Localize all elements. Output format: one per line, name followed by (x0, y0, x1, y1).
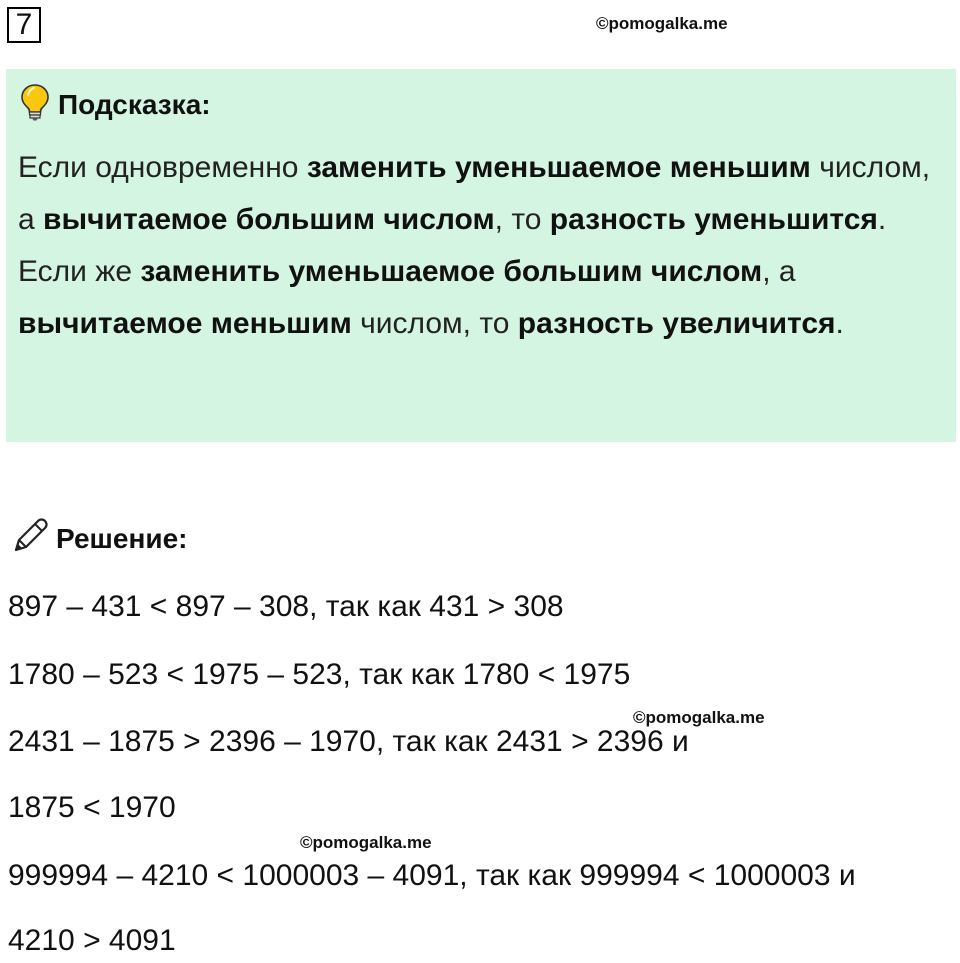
hint-text (18, 142, 938, 350)
watermark-middle: ©pomogalka.me (633, 708, 765, 727)
hint-p2-t3: числом, то (351, 307, 518, 340)
watermark-bottom: ©pomogalka.me (300, 833, 432, 852)
hint-p2-t4: . (835, 307, 844, 340)
pencil-icon (10, 516, 50, 561)
watermark-top: ©pomogalka.me (596, 14, 728, 33)
hint-p2-t2: , а (762, 255, 796, 288)
solution-line-3: 2431 – 1875 > 2396 – 1970, так как 2431 > 2396 и (8, 725, 689, 758)
hint-p2-b2: вычитаемое меньшим (18, 307, 352, 340)
solution-line-2: 1780 – 523 < 1975 – 523, так как 1780 < 1975 (8, 658, 631, 691)
hint-p1-b2: вычитаемое большим числом (43, 203, 495, 236)
hint-panel (6, 69, 956, 442)
hint-p1-t1: Если одновременно (18, 151, 307, 184)
solution-line-4: 1875 < 1970 (8, 791, 176, 824)
hint-title: Подсказка: (58, 88, 211, 120)
task-number: 7 (7, 7, 41, 43)
solution-line-5: 999994 – 4210 < 1000003 – 4091, так как 999994 < 1000003 и (8, 859, 856, 892)
hint-p1-t2: числом, а (18, 151, 931, 236)
solution-title: Решение: (56, 522, 188, 554)
hint-p1-t4: . (877, 203, 887, 236)
hint-p2-b1: заменить уменьшаемое большим числом (140, 255, 763, 288)
lightbulb-icon (20, 83, 50, 126)
hint-p2-b3: разность увеличится (517, 307, 836, 340)
hint-p1-b1: заменить уменьшаемое меньшим (306, 151, 811, 184)
hint-p1-b3: разность уменьшится (549, 203, 878, 236)
solution-line-1: 897 – 431 < 897 – 308, так как 431 > 308 (8, 590, 564, 623)
solution-line-6: 4210 > 4091 (8, 924, 176, 957)
hint-heading (20, 83, 211, 126)
hint-p1-t3: , то (494, 203, 550, 236)
solution-heading (10, 516, 187, 561)
hint-p2-t1: Если же (18, 255, 141, 288)
